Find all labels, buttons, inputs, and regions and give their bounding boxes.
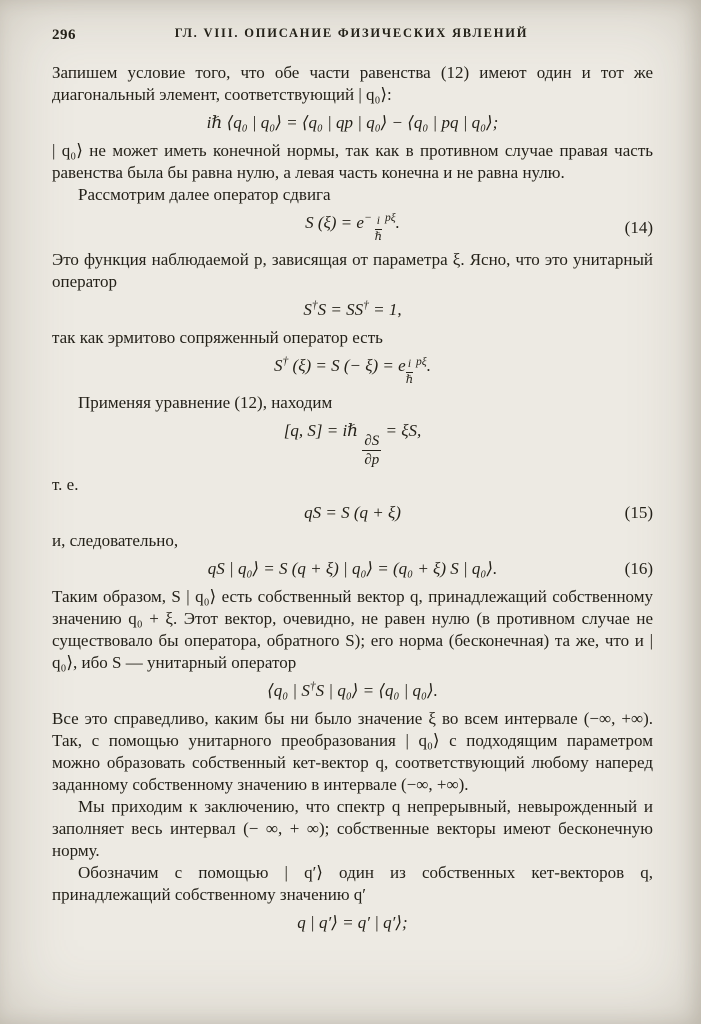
formula-15 (52, 502, 653, 524)
formula-15-math: qS = S (q + ξ) (304, 502, 401, 522)
formula-commutator-math: [q, S] = iℏ $\frac{\partial S}{\partial p}$ = ξS, (283, 421, 422, 468)
equation-number-14: (14) (624, 217, 653, 237)
formula-16 (52, 558, 653, 580)
formula-norm-math: ⟨q₀ | S†S | q₀⟩ = ⟨q₀ | q₀⟩. (267, 679, 438, 700)
formula-conjugate-math: S† (ξ) = S (− ξ) = e $^{\frac{i}{\text{ℏ}} p\xi}$. (274, 354, 431, 386)
formula-14-math: S $(\xi) = e^{- \frac{i}{\text{ℏ}} p\xi}$. (305, 211, 400, 243)
paragraph-8: и, следовательно, (52, 530, 179, 550)
chapter-title: ГЛ. VIII. ОПИСАНИЕ ФИЗИЧЕСКИХ ЯВЛЕНИЙ (174, 26, 529, 40)
formula-14 (52, 212, 653, 243)
paragraph-9: Таким образом, S | q₀⟩ есть собственный вектор q, принадлежащий собственному значению q₀ + ξ. Этот вектор, очевидно, не равен нулю (в противном случае не существовало бы оператора, обратного S); его норма (бесконечная) та же, что и | q₀⟩, ибо S — унитарный оператор (52, 586, 653, 672)
equation-number-16: (16) (624, 558, 653, 578)
page-number: 296 (52, 27, 76, 43)
formula-16-math: qS | q₀⟩ = S (q + ξ) | q₀⟩ = (q₀ + ξ) S | q₀⟩. (207, 558, 498, 578)
equation-number-15: (15) (624, 502, 653, 522)
formula-diagonal (52, 112, 653, 134)
paragraph-1: Запишем условие того, что обе части равенства (12) имеют один и тот же диагональный элемент, соответствующий | q₀⟩: (52, 63, 653, 104)
formula-unitarity (52, 299, 653, 321)
paragraph-5: так как эрмитово сопряженный оператор есть (52, 328, 383, 348)
paragraph-10: Все это справедливо, каким бы ни было значение ξ во всем интервале (−∞, +∞). Так, с помощью унитарного преобразования | q₀⟩ с подходящим параметром можно образовать собственный кет-вектор q, соответствующий любому наперед заданному собственному значению в интервале (−∞, +∞). (52, 708, 653, 794)
formula-norm (52, 680, 653, 702)
page-body (52, 62, 653, 934)
formula-eigenvalue-math: q | q′⟩ = q′ | q′⟩; (297, 912, 408, 932)
formula-commutator (52, 420, 653, 468)
paragraph-7: т. е. (52, 474, 79, 494)
paragraph-4: Это функция наблюдаемой p, зависящая от параметра ξ. Ясно, что это унитарный оператор (52, 250, 653, 292)
formula-conjugate (52, 355, 653, 386)
formula-eigenvalue (52, 912, 653, 934)
paragraph-3: Рассмотрим далее оператор сдвига (78, 185, 331, 204)
paragraph-12: Обозначим с помощью | q′⟩ один из собственных кет-векторов q, принадлежащий собственному значению q′ (52, 862, 653, 904)
formula-diagonal-math: iℏ ⟨q₀ | q₀⟩ = ⟨q₀ | qp | q₀⟩ − ⟨q₀ | pq | q₀⟩; (206, 113, 499, 132)
running-head (52, 26, 651, 46)
paragraph-6: Применяя уравнение (12), находим (78, 393, 333, 413)
formula-unitarity-math: S†S = SS† = 1, (303, 298, 402, 320)
paragraph-11: Мы приходим к заключению, что спектр q непрерывный, невырожденный и заполняет весь интервал (− ∞, + ∞); собственные векторы имеют бесконечную норму. (52, 796, 653, 860)
paragraph-2: | q₀⟩ не может иметь конечной нормы, так как в противном случае правая часть равенства была бы равна нулю, а левая часть конечна и не равна нулю. (52, 141, 653, 182)
